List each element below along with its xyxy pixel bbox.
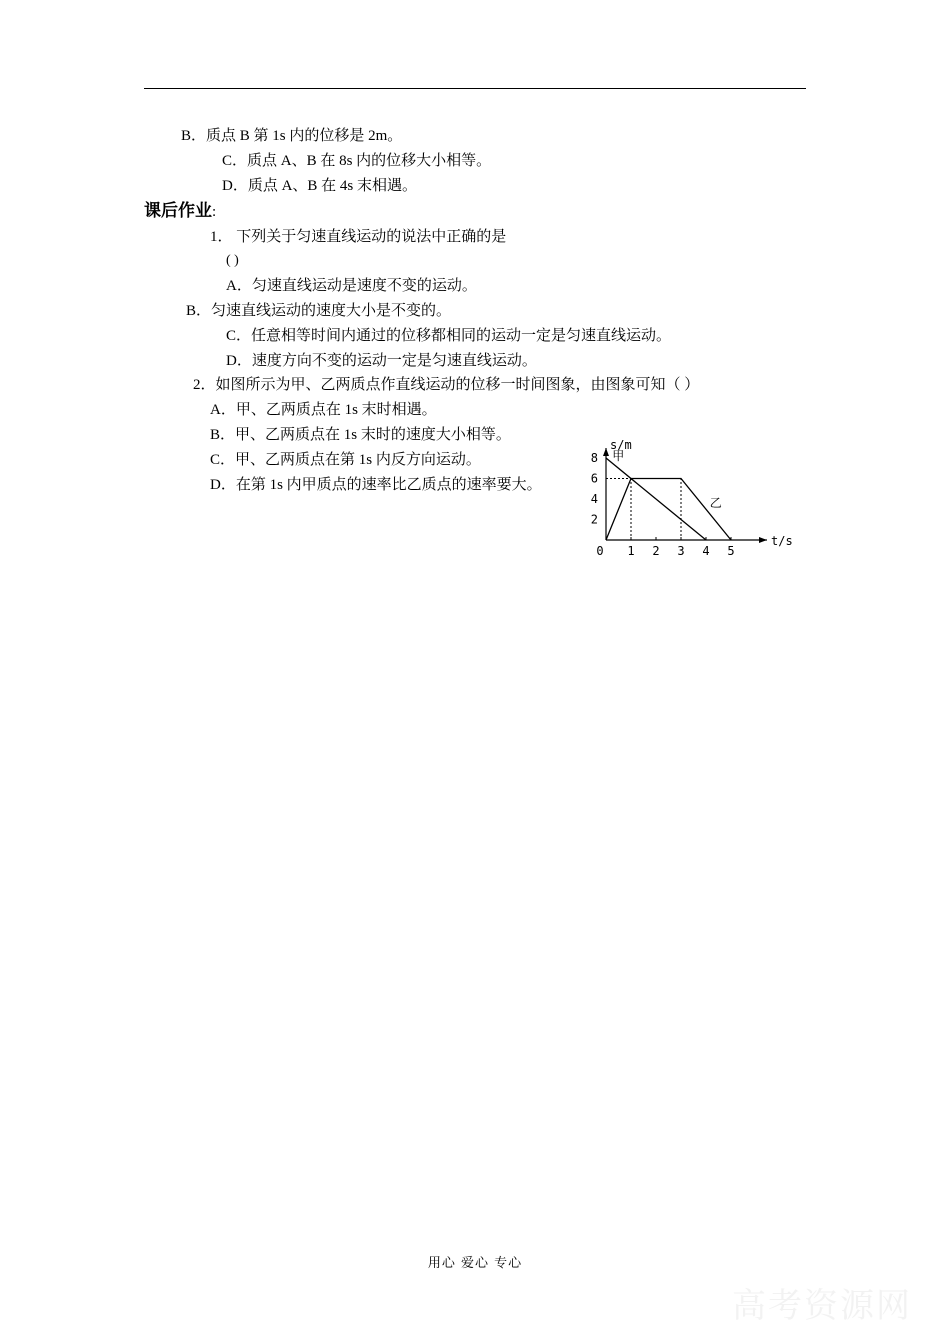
x-axis-arrow bbox=[759, 537, 767, 543]
y-axis-arrow bbox=[603, 448, 609, 456]
x-tick-label: 5 bbox=[727, 544, 735, 558]
y-tick-label: 8 bbox=[590, 451, 598, 465]
q1-option-d: D．速度方向不变的运动一定是匀速直线运动。 bbox=[226, 353, 537, 369]
x-tick-label: 3 bbox=[677, 544, 685, 558]
x-tick-label: 4 bbox=[702, 544, 710, 558]
q2-option-b: B．甲、乙两质点在 1s 末时的速度大小相等。 bbox=[210, 427, 511, 443]
y-tick-label: 4 bbox=[590, 492, 598, 506]
x-axis-label: t/s bbox=[771, 534, 793, 548]
q1-option-a: A．匀速直线运动是速度不变的运动。 bbox=[226, 278, 477, 294]
q1-answer-paren: ( ) bbox=[226, 253, 239, 268]
q2-option-a: A．甲、乙两质点在 1s 末时相遇。 bbox=[210, 402, 437, 418]
q2-stem: 2．如图所示为甲、乙两质点作直线运动的位移一时间图象，由图象可知（ ） bbox=[193, 377, 700, 393]
series-label-yi: 乙 bbox=[709, 496, 722, 511]
x-tick-label: 2 bbox=[652, 544, 660, 558]
x-tick-label: 0 bbox=[596, 544, 604, 558]
prev-option-c: C．质点 A、B 在 8s 内的位移大小相等。 bbox=[222, 153, 492, 169]
q2-option-d: D．在第 1s 内甲质点的速率比乙质点的速率要大。 bbox=[210, 477, 542, 493]
y-axis-label: s/m bbox=[610, 438, 632, 452]
watermark-logo: 高考资源网 bbox=[732, 1286, 912, 1326]
series-line-jia bbox=[606, 458, 706, 540]
q1-stem: 1． 下列关于匀速直线运动的说法中正确的是 bbox=[210, 229, 507, 245]
prev-option-b: B．质点 B 第 1s 内的位移是 2m。 bbox=[181, 128, 403, 144]
x-tick-label: 1 bbox=[627, 544, 635, 558]
position-time-graph bbox=[584, 404, 810, 560]
y-tick-label: 2 bbox=[590, 512, 598, 527]
header-rule bbox=[144, 88, 806, 89]
q1-option-b: B．匀速直线运动的速度大小是不变的。 bbox=[186, 303, 452, 319]
series-label-jia: 甲 bbox=[612, 449, 625, 463]
y-tick-label: 6 bbox=[590, 471, 598, 486]
q1-option-c: C．任意相等时间内通过的位移都相同的运动一定是匀速直线运动。 bbox=[226, 328, 672, 344]
q2-option-c: C．甲、乙两质点在第 1s 内反方向运动。 bbox=[210, 452, 481, 468]
homework-heading-colon: : bbox=[212, 204, 217, 220]
homework-heading-text: 课后作业 bbox=[144, 201, 212, 221]
homework-heading bbox=[144, 200, 216, 223]
prev-option-d: D．质点 A、B 在 4s 末相遇。 bbox=[222, 178, 418, 194]
footer-slogan: 用心 爱心 专心 bbox=[427, 1256, 523, 1271]
